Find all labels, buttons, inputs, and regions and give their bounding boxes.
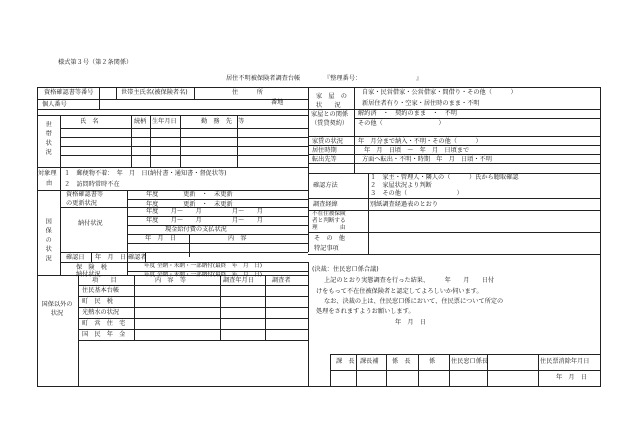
- decision-line-1: 上記のとおり実態調査を行った結果、 年 月 日付: [324, 277, 495, 284]
- household-col-name: 氏 名: [80, 118, 99, 125]
- form-number: 様式第３号（第２条関係）: [58, 59, 133, 66]
- household-col-birth: 生年月日: [152, 118, 177, 125]
- hoken-line-2: 年度 全納・未納・一部納付(最終 年 月 日): [144, 272, 263, 278]
- hoken-label-2: 納付状況: [76, 271, 101, 278]
- reason-label: 対象理: [38, 170, 57, 177]
- landlord-line-2: その他（ ）: [358, 120, 445, 127]
- rent-value: 年 月分まで納入・不明・その他（ ）: [358, 138, 482, 145]
- confirm-line-3: ３ その他（ ）: [370, 190, 463, 197]
- reason-line-2: ２ 訪問時常時不在: [64, 181, 120, 188]
- confirmed-date-value: 年 月 日: [95, 254, 126, 261]
- absent-reason-label-3: 理 由: [312, 225, 346, 231]
- stamp-kakari: 係: [429, 358, 436, 365]
- confirm-line-2: ２ 家屋状況より判断: [370, 182, 432, 189]
- renewal-label: 資格確認書等: [66, 191, 104, 198]
- house-line-1: 自家・民営借家・公営借家・間借り・その他（ ）: [362, 89, 517, 96]
- landlord-label: 家屋との関係: [311, 111, 349, 118]
- others-side-label: 国保以外の状況: [41, 301, 73, 318]
- landlord-label-2: （賃貸契約）: [311, 120, 349, 127]
- payment-line-1-b: 月～ 月: [232, 208, 263, 215]
- absent-reason-label-2: 者と判断する: [312, 218, 346, 224]
- benefit-label: 現金給付費の支払状況: [165, 226, 227, 233]
- decision-line-2: けをもって不在住被保険者と認定してよろしいか伺います。: [316, 288, 483, 295]
- landlord-line-1: 解約済 ・ 契約のまま ・ 不明: [358, 110, 457, 117]
- renewal-line-1: 年度 更新 ・ 未更新: [146, 191, 233, 198]
- others-col-investigator: 調査者: [272, 277, 291, 284]
- others-item: 町 民 税: [82, 298, 113, 305]
- house-status-label: 状 況: [316, 102, 341, 109]
- others-item: 国 民 年 金: [82, 331, 126, 338]
- confirmed-date-label: 確認日: [66, 254, 85, 261]
- resident-office-label: 住民窓口係長: [451, 358, 489, 365]
- moveout-value: 方面へ転出・不明・時期 年 月 日頃・不明: [362, 156, 492, 163]
- household-col-relation: 続柄: [134, 118, 147, 125]
- process-value: 別紙調査経過表のとおり: [370, 201, 439, 208]
- benefit-content-col: 内 容: [228, 235, 247, 242]
- others-item: 町 営 住 宅: [82, 320, 126, 327]
- page-title: 居住不明被保険者調査台帳: [226, 75, 301, 82]
- hoken-label: 保 険 税: [76, 264, 107, 271]
- rent-label: 家賃の状況: [312, 138, 343, 145]
- reason-label-2: 由: [46, 180, 53, 187]
- household-head-label: 世帯主氏名(被保険者名): [121, 89, 188, 96]
- decision-date: 年 月 日: [395, 319, 426, 326]
- period-value: 年 月 日頃 ～ 年 月 日頃まで: [364, 147, 470, 154]
- period-label: 居住時期: [312, 147, 337, 154]
- resident-record-date: 年 月 日: [556, 374, 587, 381]
- stamp-kacho: 課 長: [336, 358, 355, 365]
- renewal-line-2: 年度 更新 ・ 未更新: [146, 201, 233, 208]
- confirmer-label: 確認者: [128, 254, 147, 261]
- address-label: 住 所: [232, 89, 263, 96]
- household-col-work: 勤 務 先 等: [201, 118, 245, 125]
- other-notes-label-2: 特記事項: [314, 245, 339, 252]
- payment-line-1: 年度 月～ 月: [146, 208, 202, 215]
- reason-line-1: １ 郵便物不着： 年 月 日(納付書・通知書・督促状等): [64, 170, 227, 177]
- decision-line-4: 処理をされますようお願いします。: [316, 308, 415, 315]
- stamp-kakaricho: 係 長: [392, 358, 411, 365]
- kokuho-side-label: 国保の状況: [44, 218, 52, 264]
- decision-title: (決裁：住民窓口係合議): [312, 266, 379, 273]
- payment-label: 納付状況: [78, 220, 103, 227]
- others-col-item: 項 目: [92, 277, 117, 284]
- benefit-date-col: 年 月 日: [145, 235, 176, 242]
- process-label: 調査経緯: [313, 201, 338, 208]
- banchi-label: 番地: [271, 99, 284, 106]
- moveout-label: 転出先等: [312, 156, 337, 163]
- hoken-line-1: 年度 全納・未納・一部納付(最終 年 月 日): [144, 263, 263, 269]
- others-item: 住民基本台帳: [82, 287, 120, 294]
- payment-line-2-b: 月～ 月: [232, 217, 263, 224]
- personal-number-label: 個人番号: [42, 101, 67, 108]
- renewal-label-2: の更新状況: [66, 200, 97, 207]
- confirm-line-1: １ 家主・管理人・隣人の（ ）氏から聴取確認: [370, 174, 519, 181]
- confirm-method-label: 確認方法: [313, 182, 338, 189]
- others-col-date: 調査年月日: [223, 277, 254, 284]
- other-notes-label: そ の 他: [314, 235, 345, 242]
- house-line-2: 新居住者有り・空家・居住時のまま・不明: [362, 100, 480, 107]
- house-label: 家 屋 の: [316, 93, 347, 100]
- resident-record-label: 住民票消除年月日: [540, 358, 590, 365]
- others-item: 光熱水の状況: [82, 309, 120, 316]
- others-col-content: 内 容 等: [155, 277, 186, 284]
- payment-line-2: 年度 月～ 月: [146, 217, 202, 224]
- stamp-kachoho: 課長補: [360, 358, 379, 365]
- absent-reason-label: 不在住被保険: [312, 211, 346, 217]
- decision-line-3: なお、決裁の上は、住民窓口係において、住民票について所定の: [324, 298, 504, 305]
- household-side-label: 世帯状況: [44, 121, 52, 158]
- confirm-number-label: 資格確認書等番号: [44, 89, 94, 96]
- reference-close: 』: [416, 75, 423, 82]
- reference-label: 『整理番号：: [324, 75, 362, 82]
